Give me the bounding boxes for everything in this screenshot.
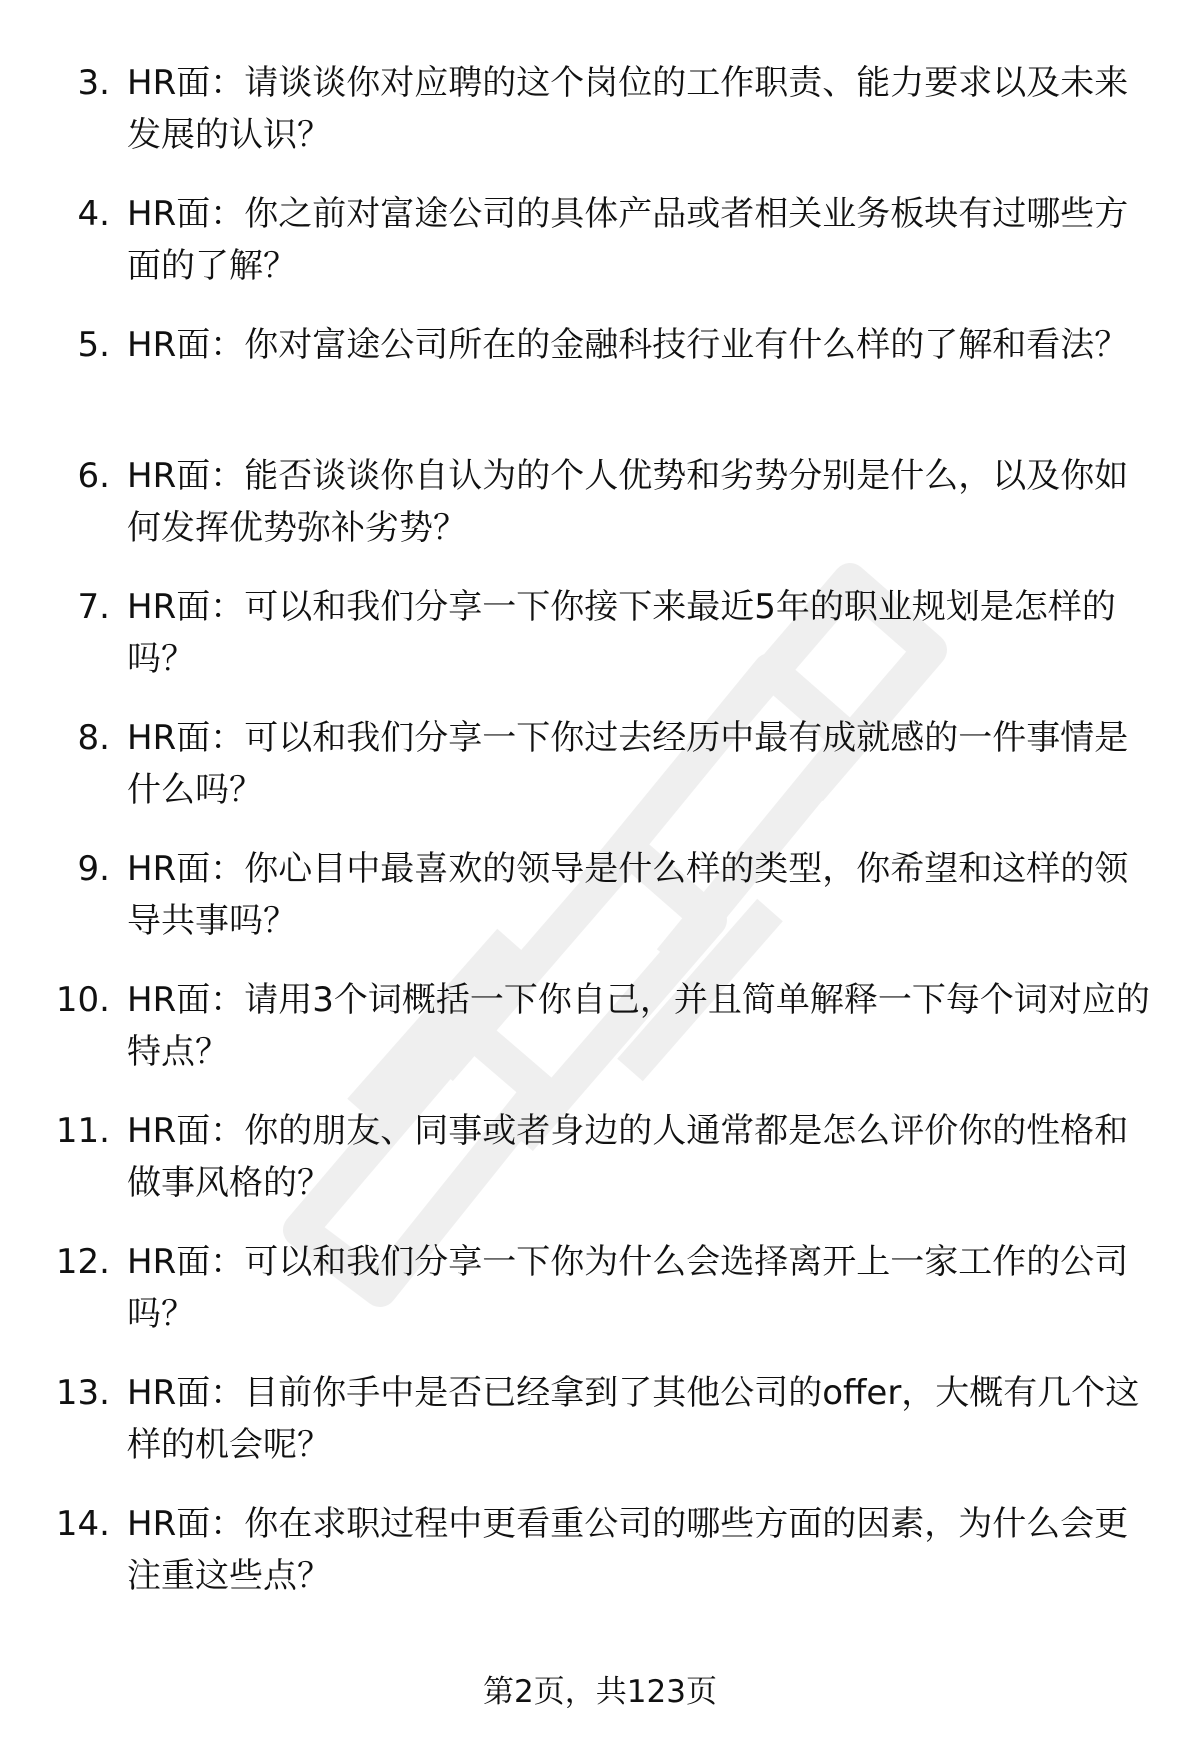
question-number: 7. bbox=[77, 587, 110, 627]
question-number: 4. bbox=[77, 194, 110, 234]
question-text: HR面：可以和我们分享一下你为什么会选择离开上一家工作的公司吗？ bbox=[127, 1242, 1129, 1334]
question-item bbox=[0, 581, 1200, 712]
question-text: HR面：你对富途公司所在的金融科技行业有什么样的了解和看法？ bbox=[127, 325, 1129, 365]
question-item bbox=[0, 319, 1200, 450]
question-text: HR面：请谈谈你对应聘的这个岗位的工作职责、能力要求以及未来发展的认识？ bbox=[127, 63, 1129, 155]
question-item bbox=[0, 1498, 1200, 1629]
question-number: 5. bbox=[77, 325, 110, 365]
question-text: HR面：目前你手中是否已经拿到了其他公司的offer，大概有几个这样的机会呢？ bbox=[127, 1373, 1140, 1465]
question-number: 11. bbox=[55, 1111, 110, 1151]
question-number: 3. bbox=[77, 63, 110, 103]
question-text: HR面：你的朋友、同事或者身边的人通常都是怎么评价你的性格和做事风格的？ bbox=[127, 1111, 1129, 1203]
question-number: 14. bbox=[55, 1504, 110, 1544]
page-number-footer: 第2页，共123页 bbox=[483, 1674, 717, 1710]
question-number: 13. bbox=[55, 1373, 110, 1413]
question-item bbox=[0, 843, 1200, 974]
question-text: HR面：可以和我们分享一下你过去经历中最有成就感的一件事情是什么吗？ bbox=[127, 718, 1129, 810]
question-text: HR面：你心目中最喜欢的领导是什么样的类型，你希望和这样的领导共事吗？ bbox=[127, 849, 1129, 941]
question-item bbox=[0, 974, 1200, 1105]
question-item bbox=[0, 188, 1200, 319]
question-item bbox=[0, 712, 1200, 843]
question-number: 10. bbox=[55, 980, 110, 1020]
question-item bbox=[0, 1236, 1200, 1367]
question-number: 6. bbox=[77, 456, 110, 496]
question-number: 8. bbox=[77, 718, 110, 758]
question-item bbox=[0, 1367, 1200, 1498]
question-text: HR面：你之前对富途公司的具体产品或者相关业务板块有过哪些方面的了解？ bbox=[127, 194, 1129, 286]
question-text: HR面：你在求职过程中更看重公司的哪些方面的因素，为什么会更注重这些点？ bbox=[127, 1504, 1129, 1596]
question-text: HR面：能否谈谈你自认为的个人优势和劣势分别是什么，以及你如何发挥优势弥补劣势？ bbox=[127, 456, 1129, 548]
question-text: HR面：请用3个词概括一下你自己，并且简单解释一下每个词对应的特点？ bbox=[127, 980, 1150, 1072]
question-list bbox=[0, 57, 1200, 1629]
question-text: HR面：可以和我们分享一下你接下来最近5年的职业规划是怎样的吗？ bbox=[127, 587, 1116, 679]
question-item bbox=[0, 450, 1200, 581]
question-item bbox=[0, 1105, 1200, 1236]
question-item bbox=[0, 57, 1200, 188]
question-number: 9. bbox=[77, 849, 110, 889]
question-number: 12. bbox=[55, 1242, 110, 1282]
